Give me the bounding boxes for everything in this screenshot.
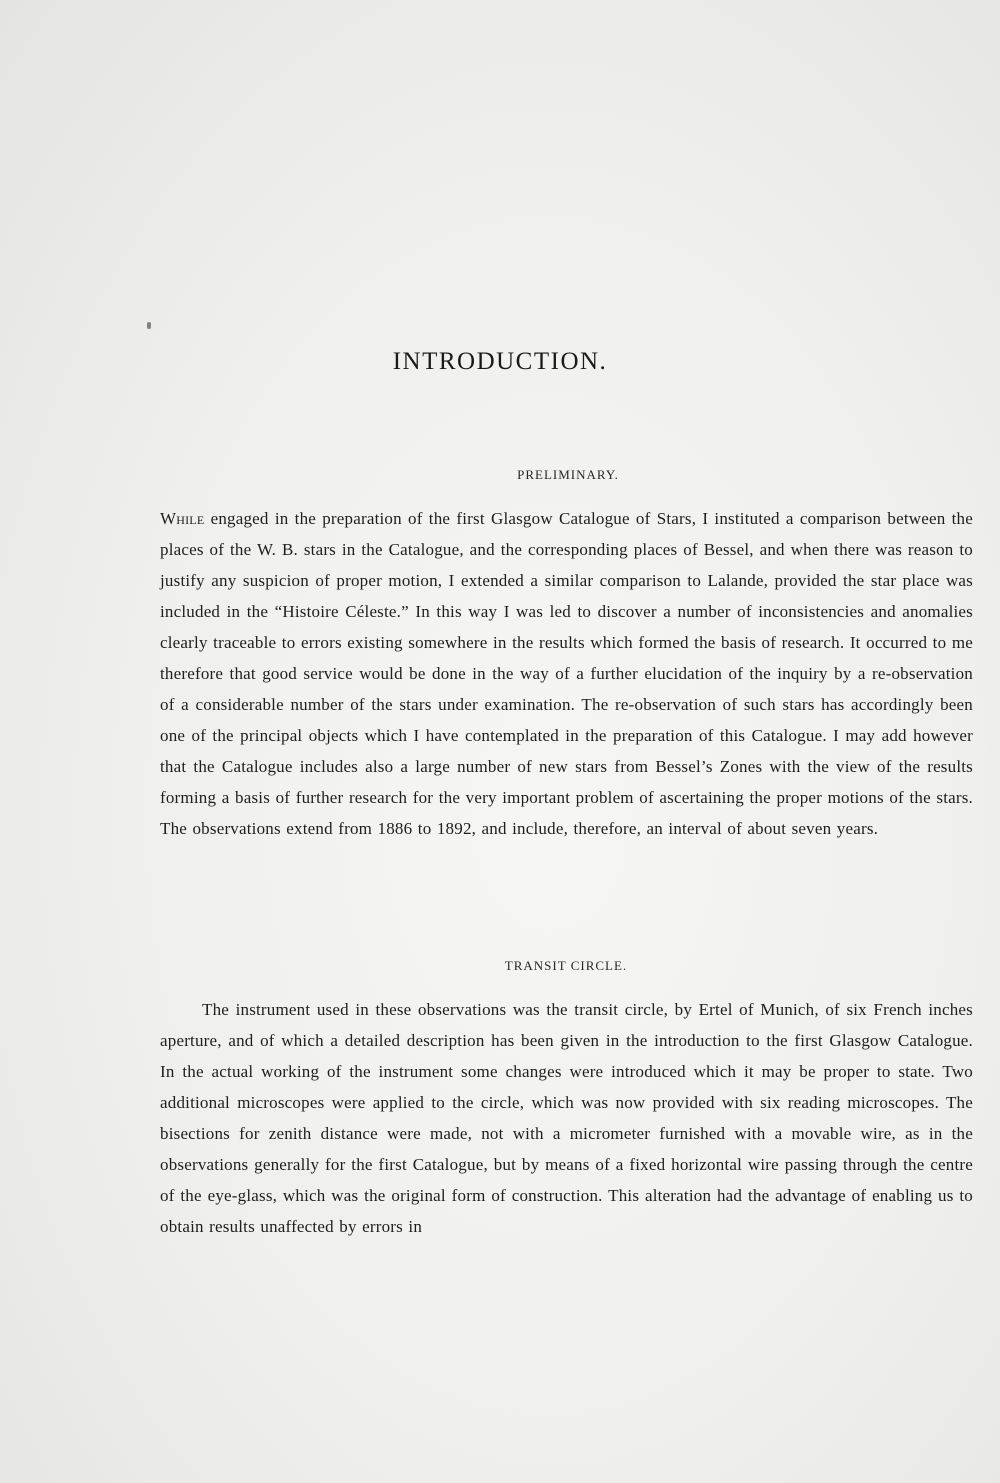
section-heading-transit-circle: TRANSIT CIRCLE. bbox=[504, 958, 628, 973]
section-heading-preliminary: PRELIMINARY. bbox=[517, 467, 619, 482]
transit-circle-paragraph: The instrument used in these observations was the transit circle, by Ertel of Munich, of six French inches aperture, and of which a detailed description has been given in the introduction to the first Glasgow Catalogue. In the actual working of the instrument some changes were introduced which it may be proper to state. Two additional microscopes were applied to the circle, which was now provided with six reading microscopes. The bisections for zenith distance were made, not with a micrometer furnished with a movable wire, as in the observations generally for the first Catalogue, but by means of a fixed horizontal wire passing through the centre of the eye-glass, which was the original form of construction. This alteration had the advantage of enabling us to obtain results unaffected by errors in bbox=[160, 1000, 973, 1236]
page-title: INTRODUCTION. bbox=[392, 348, 608, 375]
paragraph-body: engaged in the preparation of the first Glasgow Catalogue of Stars, I instituted a comparison between the places of the W. B. stars in the Catalogue, and the corresponding places of Bessel, and when there was reason to justify any suspicion of proper motion, I extended a similar comparison to Lalande, provided the star place was included in the “Histoire Céleste.” In this way I was led to discover a number of inconsistencies and anomalies clearly traceable to errors existing somewhere in the results which formed the basis of research. It occurred to me therefore that good service would be done in the way of a further elucidation of the inquiry by a re-observation of a considerable number of the stars under examination. The re-observation of such stars has accordingly been one of the principal objects which I have contemplated in the preparation of this Catalogue. I may add however that the Catalogue includes also a large number of new stars from Bessel’s Zones with the view of the results forming a basis of further research for the very important problem of ascertaining the proper motions of the stars. The observations extend from 1886 to 1892, and include, therefore, an interval of about seven years. bbox=[160, 509, 973, 838]
show-through-texture bbox=[150, 160, 990, 460]
ink-speck bbox=[147, 322, 151, 329]
paragraph-lead-word: While bbox=[160, 509, 205, 528]
preliminary-paragraph bbox=[160, 503, 973, 844]
